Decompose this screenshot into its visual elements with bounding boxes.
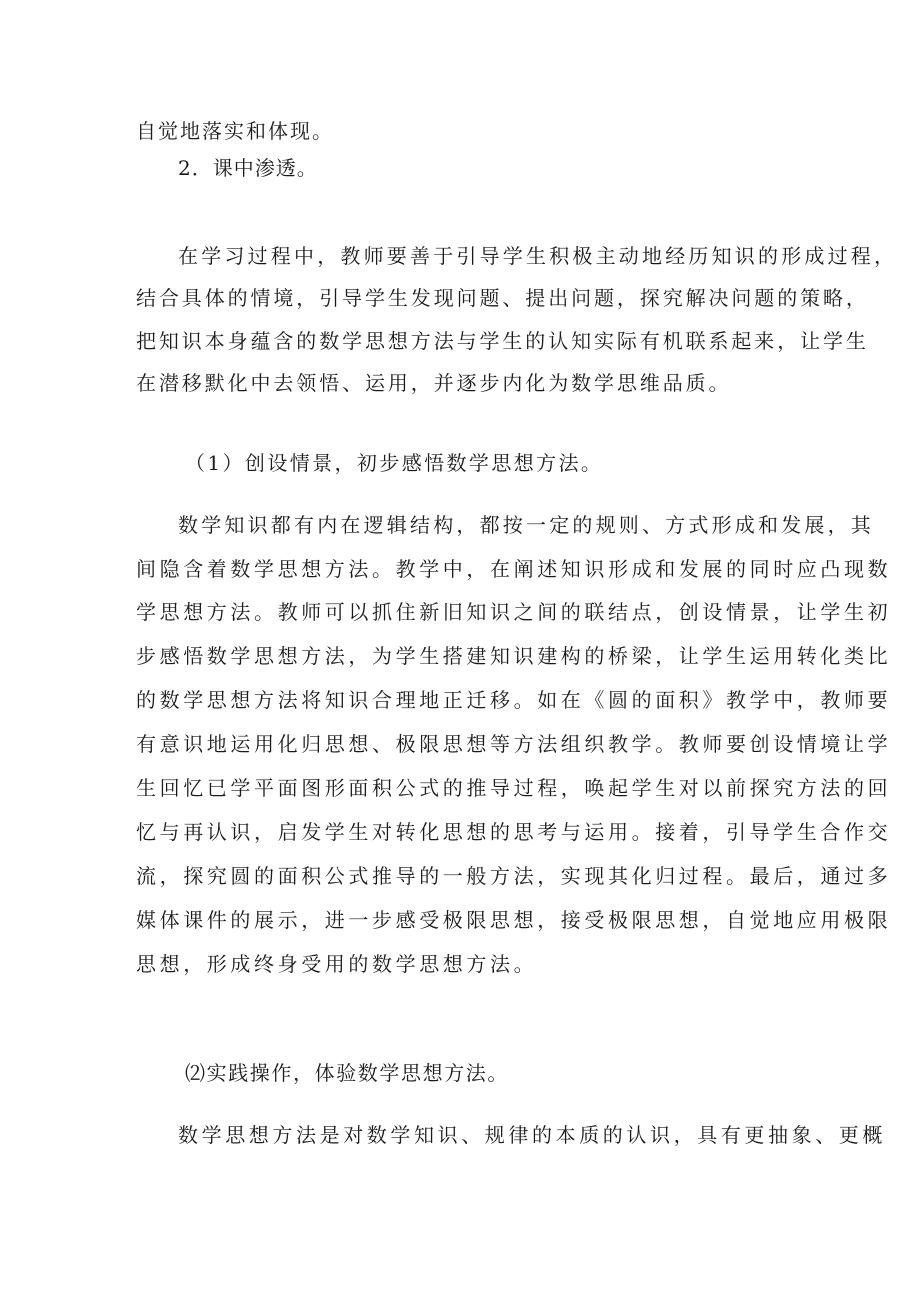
paragraph-line: 在潜移默化中去领悟、运用，并逐步内化为数学思维品质。 — [136, 371, 732, 395]
subheading-1: （1）创设情景，初步感悟数学思想方法。 — [185, 451, 604, 475]
paragraph-line: 的数学思想方法将知识合理地正迁移。如在《圆的面积》教学中，教师要 — [136, 688, 892, 712]
paragraph-line: 媒体课件的展示，进一步感受极限思想，接受极限思想，自觉地应用极限 — [136, 908, 892, 932]
paragraph-line: 学思想方法。教师可以抓住新旧知识之间的联结点，创设情景，让学生初 — [136, 600, 892, 624]
paragraph-line: 间隐含着数学思想方法。教学中，在阐述知识形成和发展的同时应凸现数 — [136, 557, 892, 581]
paragraph-line: 在学习过程中，教师要善于引导学生积极主动地经历知识的形成过程， — [178, 244, 898, 268]
paragraph-line: 结合具体的情境，引导学生发现问题、提出问题，探究解决问题的策略， — [136, 286, 869, 310]
paragraph-line: 生回忆已学平面图形面积公式的推导过程，唤起学生对以前探究方法的回 — [136, 776, 892, 800]
subheading-2: ⑵实践操作，体验数学思想方法。 — [185, 1061, 509, 1085]
paragraph-continuation: 自觉地落实和体现。 — [136, 119, 334, 143]
paragraph-2-first-line: 数学思想方法是对数学知识、规律的本质的认识，具有更抽象、更概 — [178, 1123, 886, 1147]
paragraph-line: 有意识地运用化归思想、极限思想等方法组织教学。教师要创设情境让学 — [136, 732, 892, 756]
section-heading-2: 2．课中渗透。 — [178, 156, 318, 180]
paragraph-line: 忆与再认识，启发学生对转化思想的思考与运用。接着，引导学生合作交 — [136, 820, 892, 844]
paragraph-line: 流，探究圆的面积公式推导的一般方法，实现其化归过程。最后，通过多 — [136, 864, 892, 888]
paragraph-line: 思想，形成终身受用的数学思想方法。 — [136, 952, 538, 976]
paragraph-line: 把知识本身蕴含的数学思想方法与学生的认知实际有机联系起来，让学生 — [136, 329, 869, 353]
paragraph-line: 数学知识都有内在逻辑结构，都按一定的规则、方式形成和发展，其 — [178, 513, 874, 537]
paragraph-line: 步感悟数学思想方法，为学生搭建知识建构的桥梁，让学生运用转化类比 — [136, 644, 892, 668]
